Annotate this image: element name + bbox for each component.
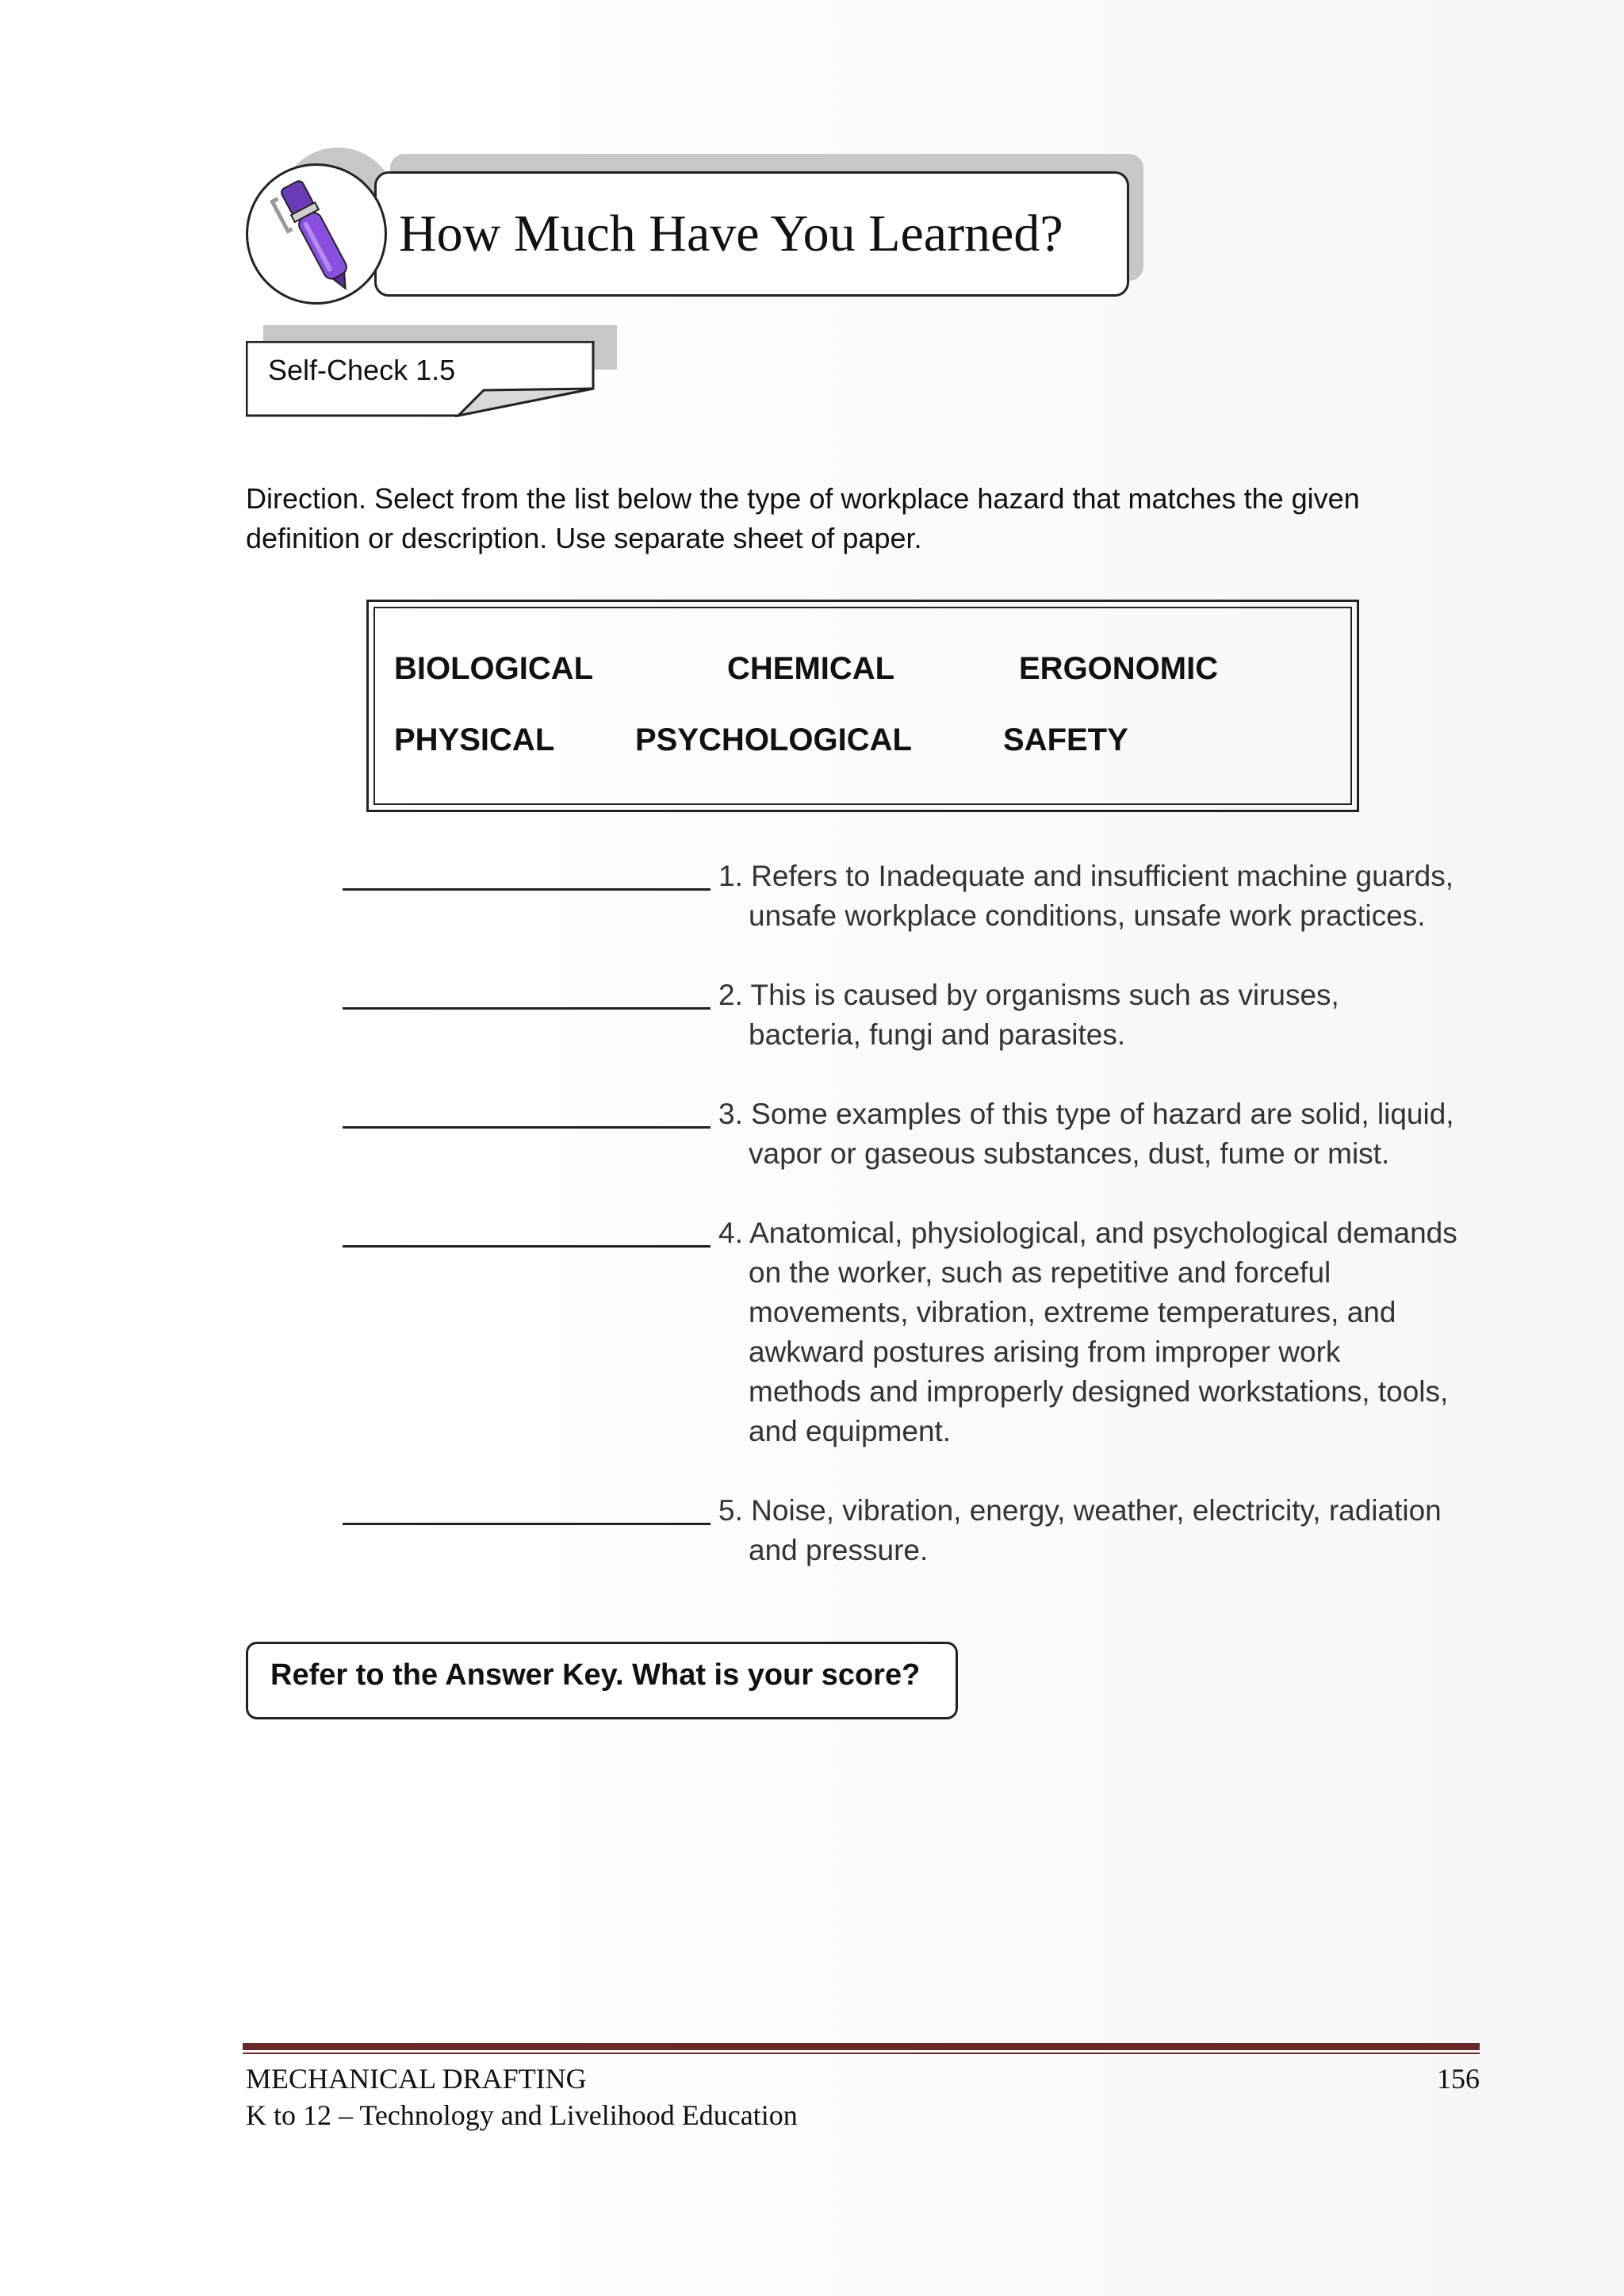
item-line: bacteria, fungi and parasites.: [749, 1018, 1126, 1051]
hazard-option-biological: BIOLOGICAL: [394, 651, 594, 686]
answer-blank-3[interactable]: [343, 1126, 710, 1129]
score-prompt-box: [246, 1642, 958, 1719]
item-line: Some examples of this type of hazard are solid, liquid,: [751, 1098, 1454, 1130]
title-banner: [374, 171, 1129, 297]
item-line: and equipment.: [749, 1415, 952, 1447]
page-number: 156: [1437, 2063, 1480, 2095]
page-title: How Much Have You Learned?: [399, 205, 1063, 263]
answer-blank-5[interactable]: [343, 1523, 710, 1525]
item-line: and pressure.: [749, 1534, 929, 1566]
question-item-3: [718, 1094, 1511, 1174]
pen-icon: [248, 166, 385, 302]
item-line: methods and improperly designed workstations, tools,: [749, 1375, 1449, 1408]
question-item-4: [718, 1213, 1511, 1451]
question-item-1: [718, 857, 1511, 936]
pen-icon-circle: [246, 163, 387, 305]
question-item-2: [718, 976, 1511, 1055]
item-line: Refers to Inadequate and insufficient machine guards,: [751, 860, 1454, 892]
self-check-label: Self-Check 1.5: [268, 354, 456, 386]
item-number: 1.: [718, 860, 743, 892]
direction-line-1: Direction. Select from the list below the type of workplace hazard that matches the given: [246, 482, 1360, 515]
item-line: movements, vibration, extreme temperatures, and: [749, 1296, 1396, 1328]
item-number: 4.: [718, 1217, 743, 1249]
footer-rule: [243, 2043, 1480, 2050]
hazard-option-psychological: PSYCHOLOGICAL: [635, 723, 912, 757]
hazard-option-safety: SAFETY: [1003, 723, 1128, 757]
hazard-choices-box: [366, 600, 1359, 812]
item-number: 5.: [718, 1494, 743, 1527]
answer-blank-1[interactable]: [343, 888, 710, 891]
answer-blank-4[interactable]: [343, 1245, 710, 1248]
item-line: awkward postures arising from improper work: [749, 1336, 1341, 1368]
direction-line-2: definition or description. Use separate sheet of paper.: [246, 522, 922, 554]
item-number: 2.: [718, 979, 743, 1011]
direction-paragraph: [246, 479, 1499, 558]
footer-rule-thin: [243, 2053, 1480, 2054]
answer-blank-2[interactable]: [343, 1007, 710, 1010]
item-line: This is caused by organisms such as viruses,: [750, 979, 1339, 1011]
item-line: on the worker, such as repetitive and forceful: [749, 1256, 1331, 1289]
score-prompt-text: Refer to the Answer Key. What is your score?: [270, 1658, 921, 1692]
hazard-option-physical: PHYSICAL: [394, 723, 555, 757]
item-line: vapor or gaseous substances, dust, fume or mist.: [749, 1137, 1390, 1170]
hazard-option-ergonomic: ERGONOMIC: [1019, 651, 1219, 686]
footer-subject: MECHANICAL DRAFTING: [246, 2063, 587, 2095]
hazard-option-chemical: CHEMICAL: [727, 651, 895, 686]
self-check-tag: [246, 341, 603, 417]
item-line: unsafe workplace conditions, unsafe work practices.: [749, 899, 1426, 932]
question-item-5: [718, 1491, 1511, 1570]
item-line: Anatomical, physiological, and psychological demands: [749, 1217, 1457, 1249]
footer-program: K to 12 – Technology and Livelihood Education: [246, 2099, 798, 2131]
item-line: Noise, vibration, energy, weather, electricity, radiation: [751, 1494, 1442, 1527]
item-number: 3.: [718, 1098, 743, 1130]
hazard-box-inner-border: [373, 607, 1352, 805]
